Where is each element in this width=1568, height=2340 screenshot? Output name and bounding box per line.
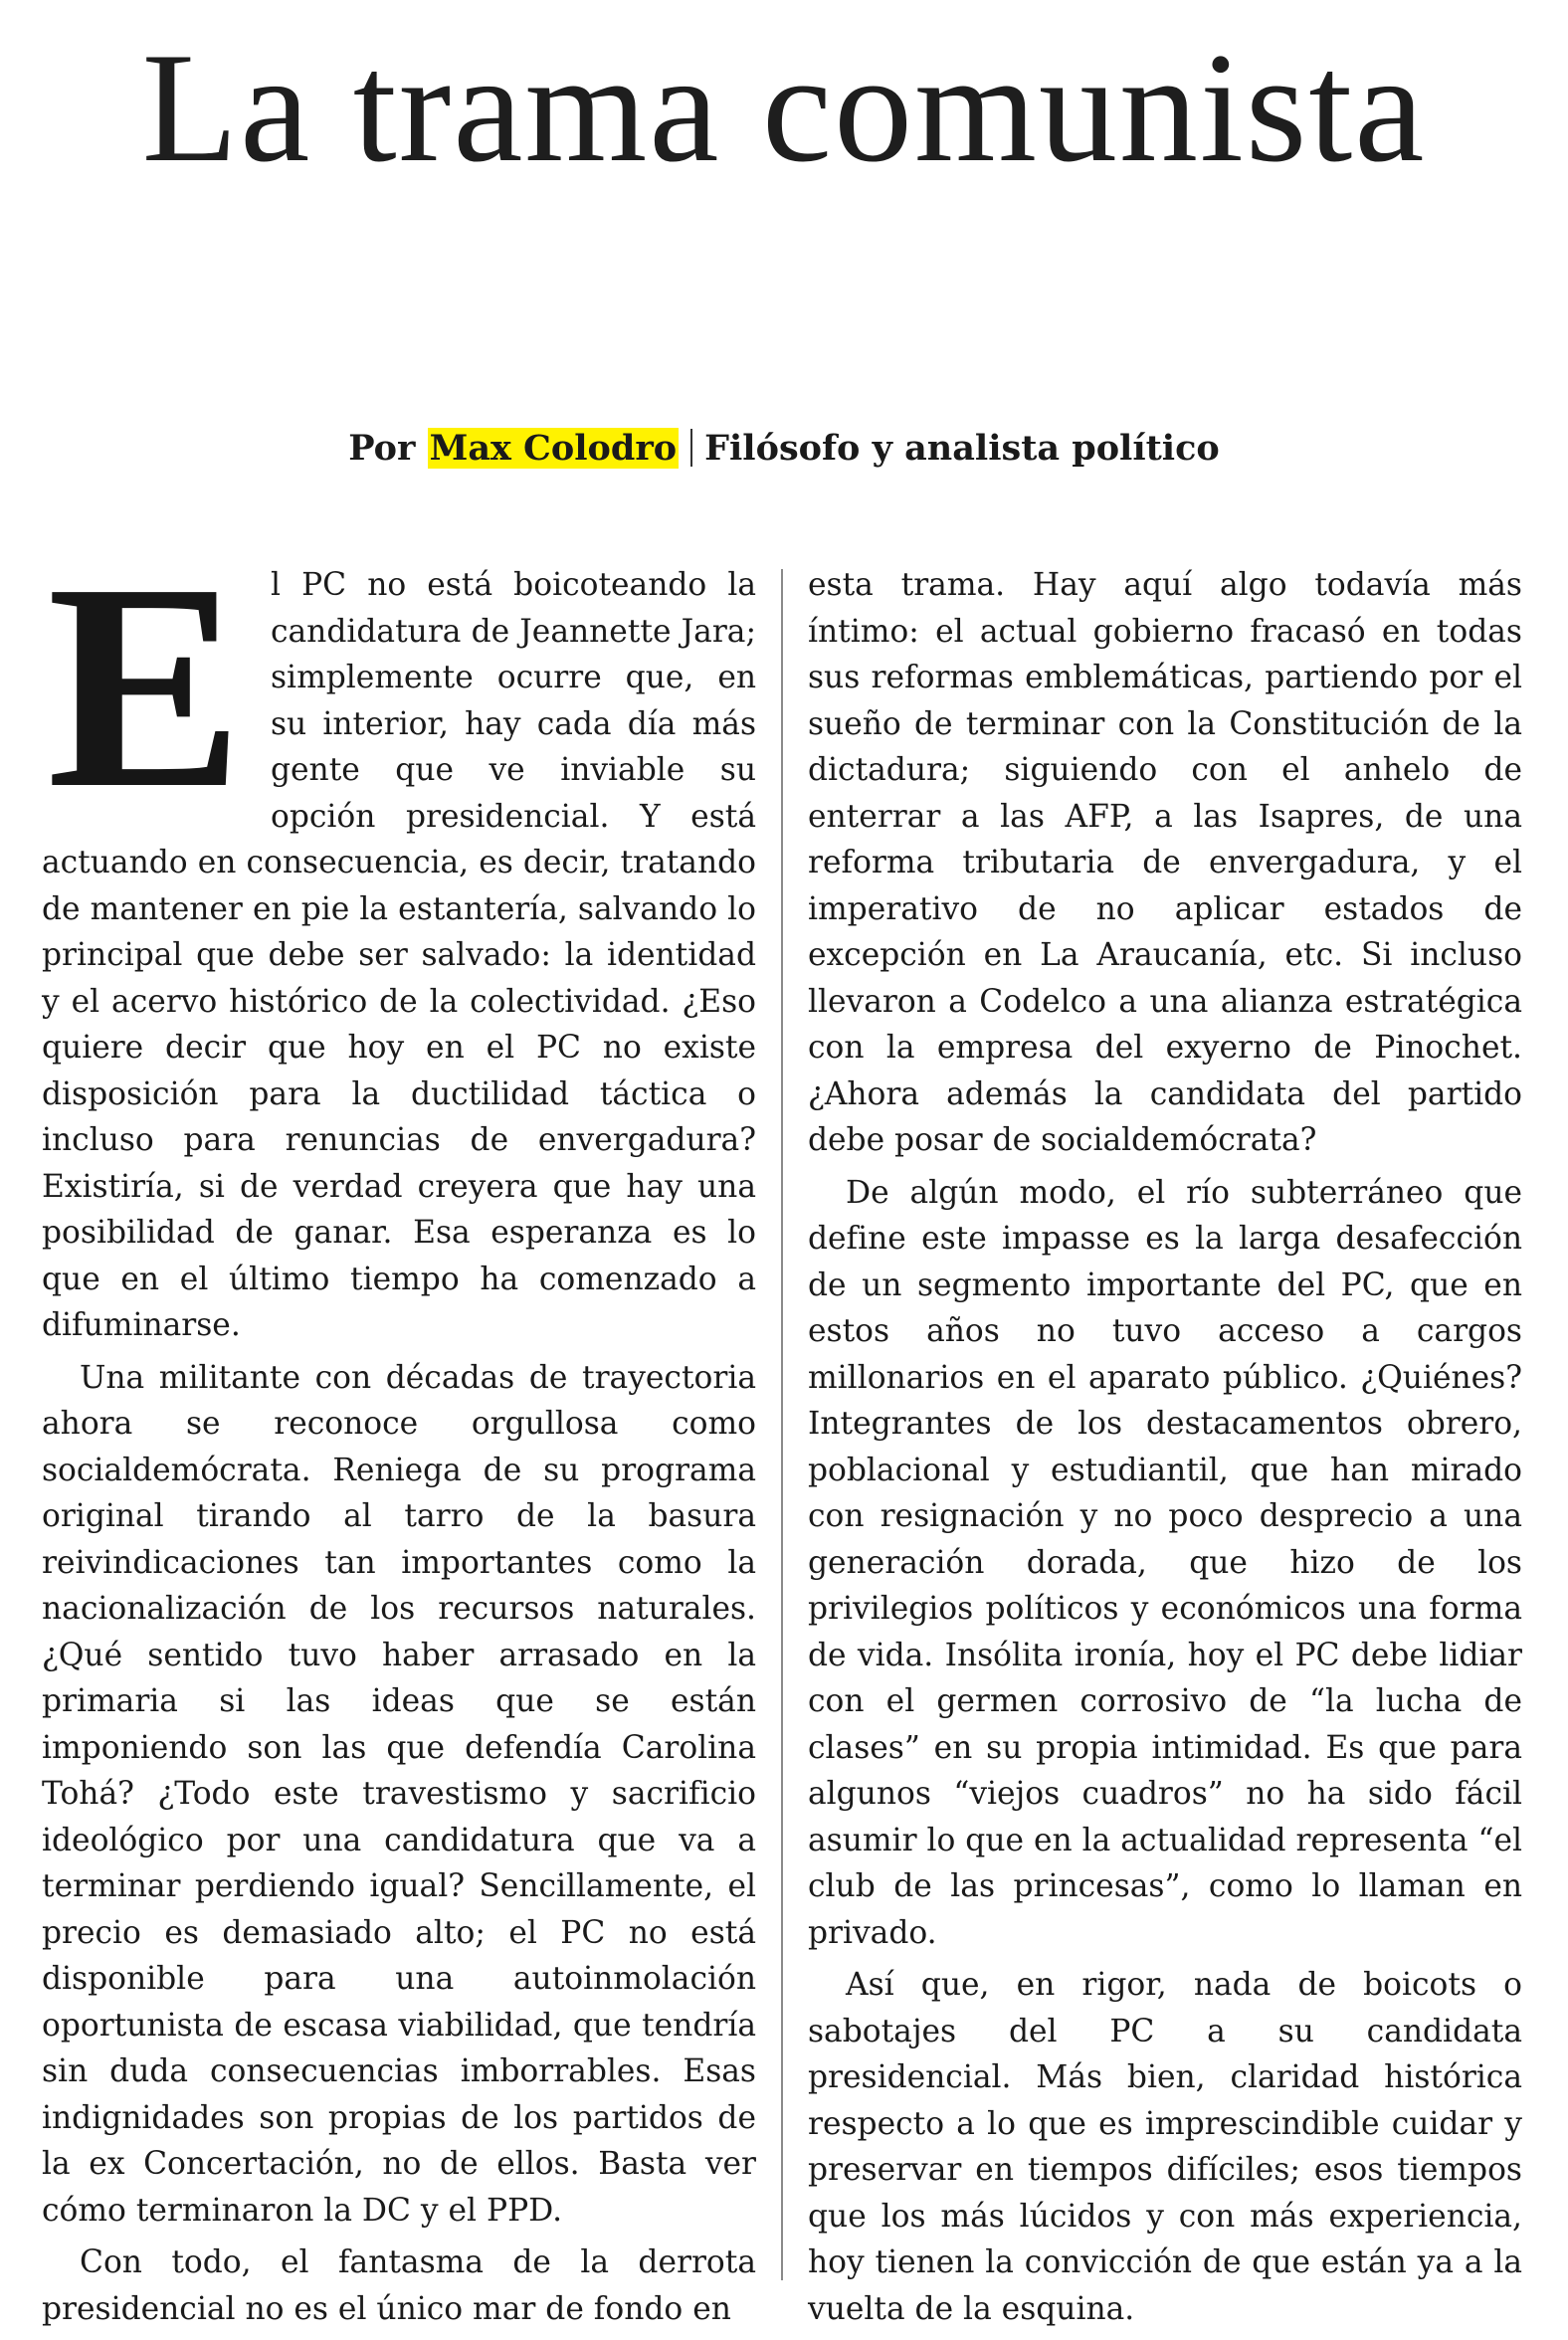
byline — [0, 426, 1568, 472]
byline-author: Max Colodro — [429, 428, 678, 469]
paragraph-1 — [42, 562, 756, 1349]
byline-separator — [690, 429, 692, 467]
column-divider — [781, 569, 783, 2280]
drop-cap-letter — [42, 574, 253, 798]
byline-role: Filósofo y analista político — [704, 428, 1220, 469]
paragraph-1-text: l PC no está boicoteando la candidatura de Jeannette Jara; simplemente ocurre que, en su interior, hay cada día más gente que ve inviable su opción presidencial. Y está actuando en consecuencia, es decir, tratando de mantener en pie la estantería, salvando lo principal que debe ser salvado: la identidad y el acervo histórico de la colectividad. ¿Eso quiere decir que hoy en el PC no existe disposición para la ductilidad táctica o incluso para renuncias de envergadura? Existiría, si de verdad creyera que hay una posibilidad de ganar. Esa esperanza es lo que en el último tiempo ha comenzado a difuminarse. — [42, 567, 756, 1343]
left-column — [42, 562, 756, 2332]
drop-cap-glyph: E — [47, 574, 244, 798]
paragraph-4: De algún modo, el río subterráneo que define este impasse es la larga desafección de un segmento importante del PC, que en estos años no tuvo acceso a cargos millonarios en el aparato público. ¿Quiénes? Integrantes de los destacamentos obrero, poblacional y estudiantil, que han mirado con resignación y no poco desprecio a una generación dorada, que hizo de los privilegios políticos y económicos una forma de vida. Insólita ironía, hoy el PC debe lidiar con el germen corrosivo de “la lucha de clases” en su propia intimidad. Es que para algunos “viejos cuadros” no ha sido fácil asumir lo que en la actualidad representa “el club de las princesas”, como lo llaman en privado. — [808, 1174, 1522, 1951]
paragraph-5: Así que, en rigor, nada de boicots o sabotajes del PC a su candidata presidencial. Más bien, claridad histórica respecto a lo que es imprescindible cuidar y preservar en tiempos difíciles; esos tiempos que los más lúcidos y con más experiencia, hoy tienen la convicción de que están ya a la vuelta de la esquina. — [808, 1967, 1522, 2327]
headline: La trama comunista — [141, 21, 1427, 195]
byline-prefix: Por — [348, 428, 416, 469]
right-column — [808, 562, 1522, 2332]
paragraph-3-end: esta trama. Hay aquí algo todavía más íntimo: el actual gobierno fracasó en todas sus reformas emblemáticas, partiendo por el sueño de terminar con la Constitución de la dictadura; siguiendo con el anhelo de enterrar a las AFP, a las Isapres, de una reforma tributaria de envergadura, y el imperativo de no aplicar estados de excepción en La Araucanía, etc. Si incluso llevaron a Codelco a una alianza estratégica con la empresa del exyerno de Pinochet. ¿Ahora además la candidata del partido debe posar de socialdemócrata? — [808, 567, 1522, 1158]
paragraph-2: Una militante con décadas de trayectoria ahora se reconoce orgullosa como socialdemócrata. Reniega de su programa original tirando al tarro de la basura reivindicaciones tan importantes como la nacionalización de los recursos naturales. ¿Qué sentido tuvo haber arrasado en la primaria si las ideas que se están imponiendo son las que defendía Carolina Tohá? ¿Todo este travestismo y sacrificio ideológico por una candidatura que va a terminar perdiendo igual? Sencillamente, el precio es demasiado alto; el PC no está disponible para una autoinmolación oportunista de escasa viabilidad, que tendría sin duda consecuencias imborrables. Esas indignidades son propias de los partidos de la ex Concertación, no de ellos. Basta ver cómo terminaron la DC y el PPD. — [42, 1359, 756, 2229]
paragraph-3-start: Con todo, el fantasma de la derrota presidencial no es el único mar de fondo en — [42, 2244, 756, 2327]
